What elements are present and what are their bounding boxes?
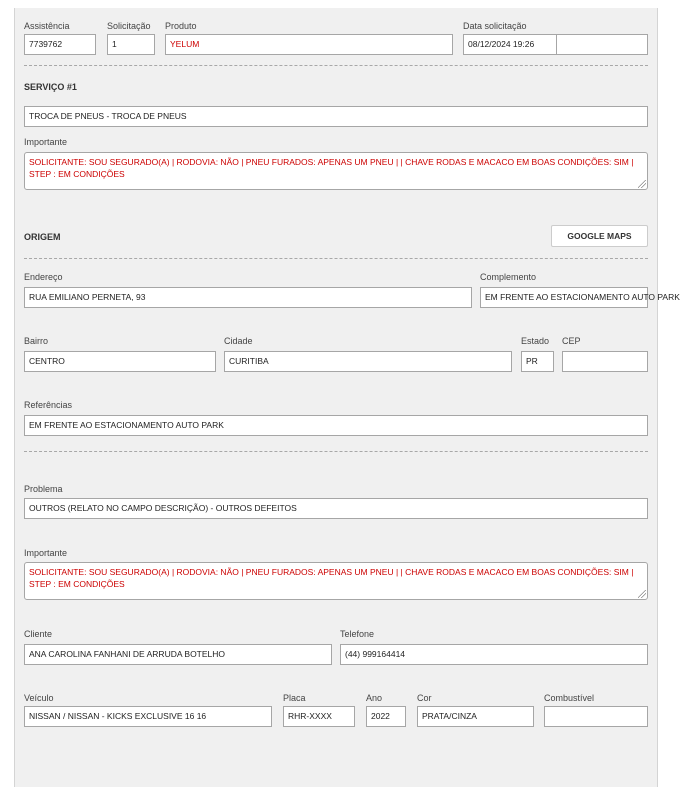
bairro-label: Bairro bbox=[24, 336, 49, 346]
combustivel-field[interactable] bbox=[544, 706, 648, 727]
estado-label: Estado bbox=[521, 336, 550, 346]
data-solicitacao-label: Data solicitação bbox=[463, 21, 527, 31]
problema-field[interactable]: OUTROS (RELATO NO CAMPO DESCRIÇÃO) - OUTROS DEFEITOS bbox=[24, 498, 648, 519]
problema-importante-label: Importante bbox=[24, 548, 68, 558]
servico-field[interactable]: TROCA DE PNEUS - TROCA DE PNEUS bbox=[24, 106, 648, 127]
servico-importante-label: Importante bbox=[24, 137, 68, 147]
solicitacao-label: Solicitação bbox=[107, 21, 151, 31]
endereco-field[interactable]: RUA EMILIANO PERNETA, 93 bbox=[24, 287, 472, 308]
servico-title: SERVIÇO #1 bbox=[24, 82, 77, 92]
cor-label: Cor bbox=[417, 693, 432, 703]
veiculo-label: Veículo bbox=[24, 693, 54, 703]
assistencia-label: Assistência bbox=[24, 21, 70, 31]
divider bbox=[24, 258, 648, 259]
telefone-field[interactable]: (44) 999164414 bbox=[340, 644, 648, 665]
ano-field[interactable]: 2022 bbox=[366, 706, 406, 727]
telefone-label: Telefone bbox=[340, 629, 375, 639]
ano-label: Ano bbox=[366, 693, 383, 703]
bairro-field[interactable]: CENTRO bbox=[24, 351, 216, 372]
cliente-field[interactable]: ANA CAROLINA FANHANI DE ARRUDA BOTELHO bbox=[24, 644, 332, 665]
referencias-field[interactable]: EM FRENTE AO ESTACIONAMENTO AUTO PARK bbox=[24, 415, 648, 436]
divider bbox=[24, 65, 648, 66]
placa-label: Placa bbox=[283, 693, 306, 703]
problema-importante-textarea[interactable] bbox=[24, 562, 648, 600]
veiculo-field[interactable]: NISSAN / NISSAN - KICKS EXCLUSIVE 16 16 bbox=[24, 706, 272, 727]
servico-importante-text: SOLICITANTE: SOU SEGURADO(A) | RODOVIA: NÃO | PNEU FURADOS: APENAS UM PNEU | | CHAVE RODAS E MACACO EM BOAS CONDIÇÕES: SIM | STEP : EM CONDIÇÕES bbox=[29, 157, 634, 179]
solicitacao-field[interactable]: 1 bbox=[107, 34, 155, 55]
cidade-label: Cidade bbox=[224, 336, 253, 346]
assistencia-field[interactable]: 7739762 bbox=[24, 34, 96, 55]
problema-importante-text: SOLICITANTE: SOU SEGURADO(A) | RODOVIA: NÃO | PNEU FURADOS: APENAS UM PNEU | | CHAVE RODAS E MACACO EM BOAS CONDIÇÕES: SIM | STEP : EM CONDIÇÕES bbox=[29, 567, 634, 589]
complemento-label: Complemento bbox=[480, 272, 537, 282]
cor-field[interactable]: PRATA/CINZA bbox=[417, 706, 534, 727]
resize-handle-icon[interactable] bbox=[638, 180, 646, 188]
produto-field[interactable]: YELUM bbox=[165, 34, 453, 55]
referencias-label: Referências bbox=[24, 400, 73, 410]
cliente-label: Cliente bbox=[24, 629, 53, 639]
cep-label: CEP bbox=[562, 336, 581, 346]
origem-title: ORIGEM bbox=[24, 232, 61, 242]
divider bbox=[24, 451, 648, 452]
produto-label: Produto bbox=[165, 21, 197, 31]
combustivel-label: Combustível bbox=[544, 693, 595, 703]
estado-field[interactable]: PR bbox=[521, 351, 554, 372]
cep-field[interactable] bbox=[562, 351, 648, 372]
data-solicitacao-field[interactable]: 08/12/2024 19:26 bbox=[463, 34, 557, 55]
data-solicitacao-extra-field[interactable] bbox=[556, 34, 648, 55]
problema-label: Problema bbox=[24, 484, 63, 494]
resize-handle-icon[interactable] bbox=[638, 590, 646, 598]
endereco-label: Endereço bbox=[24, 272, 63, 282]
cidade-field[interactable]: CURITIBA bbox=[224, 351, 512, 372]
placa-field[interactable]: RHR-XXXX bbox=[283, 706, 355, 727]
complemento-field[interactable]: EM FRENTE AO ESTACIONAMENTO AUTO PARK bbox=[480, 287, 648, 308]
servico-importante-textarea[interactable] bbox=[24, 152, 648, 190]
google-maps-button[interactable]: GOOGLE MAPS bbox=[551, 225, 648, 247]
